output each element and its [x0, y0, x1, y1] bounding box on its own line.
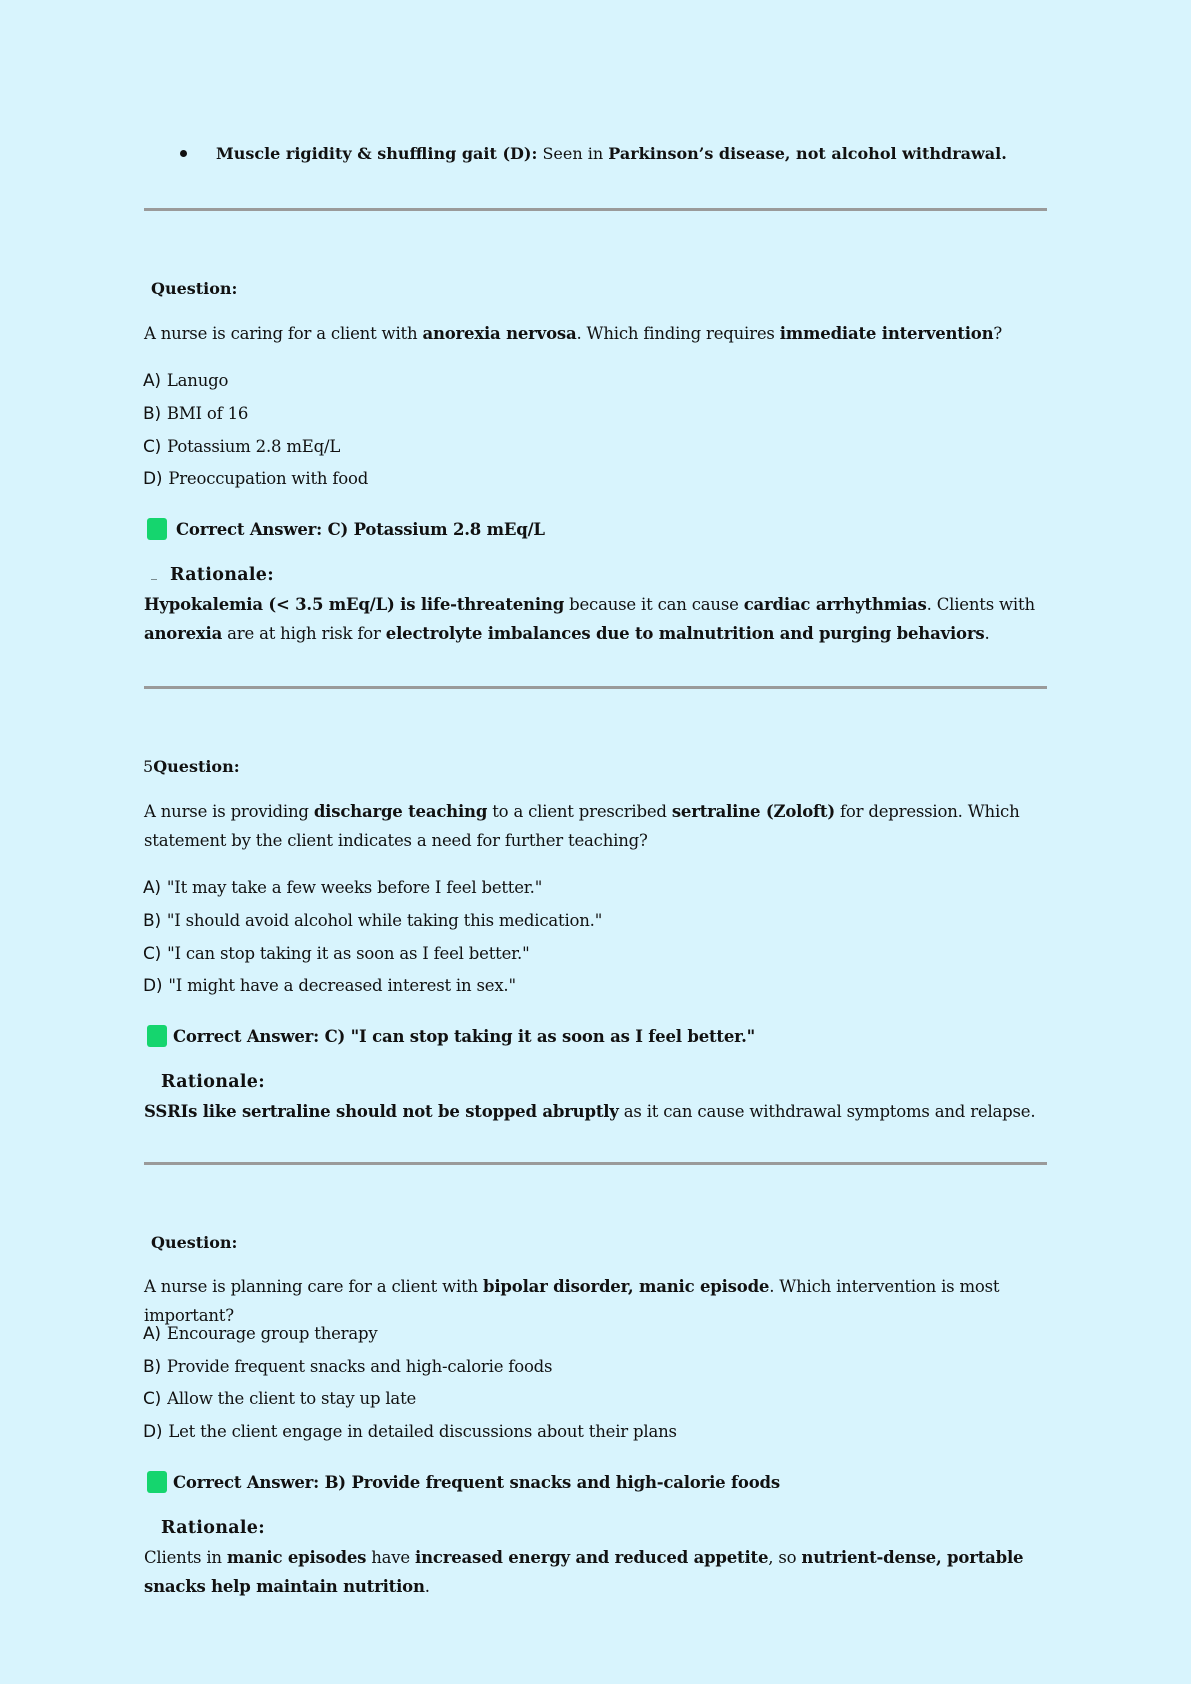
question-stem [144, 319, 1044, 348]
option-a [143, 371, 228, 391]
rationale-bold: manic episodes [226, 1548, 367, 1567]
correct-answer-text: B) Provide frequent snacks and high-calorie foods [324, 1473, 780, 1492]
option-letter: C) [143, 437, 162, 457]
correct-answer [173, 1027, 755, 1046]
check-mark-icon [147, 1025, 167, 1047]
question-stem [144, 797, 1044, 855]
question-label [143, 757, 240, 776]
rationale-marker-icon: _ [151, 566, 157, 580]
rationale-part: are at high risk for [222, 624, 386, 643]
question-stem [144, 1272, 1044, 1330]
option-b [143, 404, 248, 424]
rationale-bold: increased energy and reduced appetite [415, 1548, 769, 1567]
option-c [143, 1389, 416, 1409]
question-label-text: Question: [151, 279, 238, 298]
stem-text: to a client prescribed [487, 802, 672, 821]
option-a [143, 878, 542, 898]
option-text: Provide frequent snacks and high-calorie foods [166, 1357, 553, 1376]
stem-bold: sertraline (Zoloft) [671, 802, 835, 821]
correct-answer-text: C) Potassium 2.8 mEq/L [327, 520, 545, 539]
rationale-bold: anorexia [144, 624, 223, 643]
stem-text: . Which finding requires [576, 324, 780, 343]
rationale-label: Rationale: [161, 1518, 265, 1538]
correct-answer [176, 520, 545, 539]
option-a [143, 1324, 378, 1344]
rationale-bold: SSRIs like sertraline should not be stopped abruptly [144, 1102, 619, 1121]
bullet-dot-icon [180, 150, 187, 157]
section-divider [144, 208, 1047, 211]
correct-answer-text: C) "I can stop taking it as soon as I feel better." [324, 1027, 756, 1046]
question-label-text: Question: [151, 1233, 238, 1252]
rationale-part: . Clients with [926, 595, 1035, 614]
rationale-part: , so [768, 1548, 802, 1567]
option-text: Lanugo [166, 371, 229, 390]
section-divider [144, 1162, 1047, 1165]
option-text: Preoccupation with food [168, 469, 369, 488]
option-letter: C) [143, 1389, 162, 1409]
stem-bold: bipolar disorder, manic episode [483, 1277, 770, 1296]
stem-text: . Which intervention is most important? [144, 1277, 1000, 1325]
rationale-part: . [424, 1577, 430, 1596]
option-letter: C) [143, 944, 162, 964]
rationale-bold: electrolyte imbalances due to malnutrition and purging behaviors [385, 624, 985, 643]
option-letter: D) [143, 469, 163, 489]
option-letter: A) [143, 371, 161, 391]
stem-text: A nurse is planning care for a client with [144, 1277, 484, 1296]
option-text: Encourage group therapy [166, 1324, 378, 1343]
option-d [143, 1422, 677, 1442]
rationale-label: Rationale: [161, 1072, 265, 1092]
stem-text: ? [993, 324, 1003, 343]
bullet-text-part: Seen in [537, 144, 609, 163]
option-text: "I might have a decreased interest in sex." [168, 976, 516, 995]
stem-text: for depression. Which statement by the client indicates a need for further teaching? [144, 802, 1020, 850]
correct-answer [173, 1473, 780, 1492]
rationale-label: Rationale: [170, 565, 274, 585]
option-text: Allow the client to stay up late [167, 1389, 417, 1408]
option-d [143, 976, 516, 996]
check-mark-icon [147, 518, 167, 540]
correct-answer-label: Correct Answer: [173, 1027, 320, 1046]
rationale-part: because it can cause [564, 595, 744, 614]
option-b [143, 1357, 552, 1377]
question-label [143, 279, 237, 298]
option-letter: B) [143, 911, 161, 931]
stem-text: A nurse is providing [144, 802, 314, 821]
option-letter: A) [143, 1324, 161, 1344]
question-label [143, 1233, 237, 1252]
check-mark-icon [147, 1471, 167, 1493]
rationale-part: Clients in [144, 1548, 227, 1567]
rationale-bold: Hypokalemia (< 3.5 mEq/L) is life-threatening [144, 595, 565, 614]
option-text: BMI of 16 [166, 404, 249, 423]
option-text: Let the client engage in detailed discussions about their plans [168, 1422, 677, 1441]
option-d [143, 469, 368, 489]
rationale-text [144, 1097, 1049, 1126]
option-text: Potassium 2.8 mEq/L [167, 437, 341, 456]
option-letter: B) [143, 1357, 161, 1377]
option-letter: D) [143, 976, 163, 996]
stem-bold: anorexia nervosa [422, 324, 577, 343]
option-text: "It may take a few weeks before I feel better." [166, 878, 543, 897]
correct-answer-label: Correct Answer: [176, 520, 323, 539]
rationale-part: . [984, 624, 990, 643]
option-c [143, 437, 340, 457]
bullet-bold-term: Muscle rigidity & shuffling gait (D): [216, 144, 538, 163]
option-b [143, 911, 602, 931]
bullet-bold-term-2: Parkinson’s disease, not alcohol withdrawal. [608, 144, 1007, 163]
rationale-bold: nutrient-dense, portable snacks help maintain nutrition [144, 1548, 1024, 1596]
option-text: "I can stop taking it as soon as I feel better." [167, 944, 530, 963]
bullet-text [216, 144, 1007, 163]
rationale-bold: cardiac arrhythmias [743, 595, 927, 614]
option-c [143, 944, 529, 964]
stem-text: A nurse is caring for a client with [144, 324, 423, 343]
question-marker-icon: 5 [143, 757, 154, 776]
rationale-part: have [366, 1548, 416, 1567]
question-label-text: Question: [153, 757, 240, 776]
section-divider [144, 686, 1047, 689]
rationale-text [144, 590, 1049, 648]
correct-answer-label: Correct Answer: [173, 1473, 320, 1492]
rationale-part: as it can cause withdrawal symptoms and relapse. [618, 1102, 1036, 1121]
rationale-text [144, 1543, 1049, 1601]
option-letter: B) [143, 404, 161, 424]
option-text: "I should avoid alcohol while taking this medication." [166, 911, 603, 930]
stem-bold: discharge teaching [313, 802, 488, 821]
option-letter: A) [143, 878, 161, 898]
option-letter: D) [143, 1422, 163, 1442]
stem-bold: immediate intervention [779, 324, 994, 343]
